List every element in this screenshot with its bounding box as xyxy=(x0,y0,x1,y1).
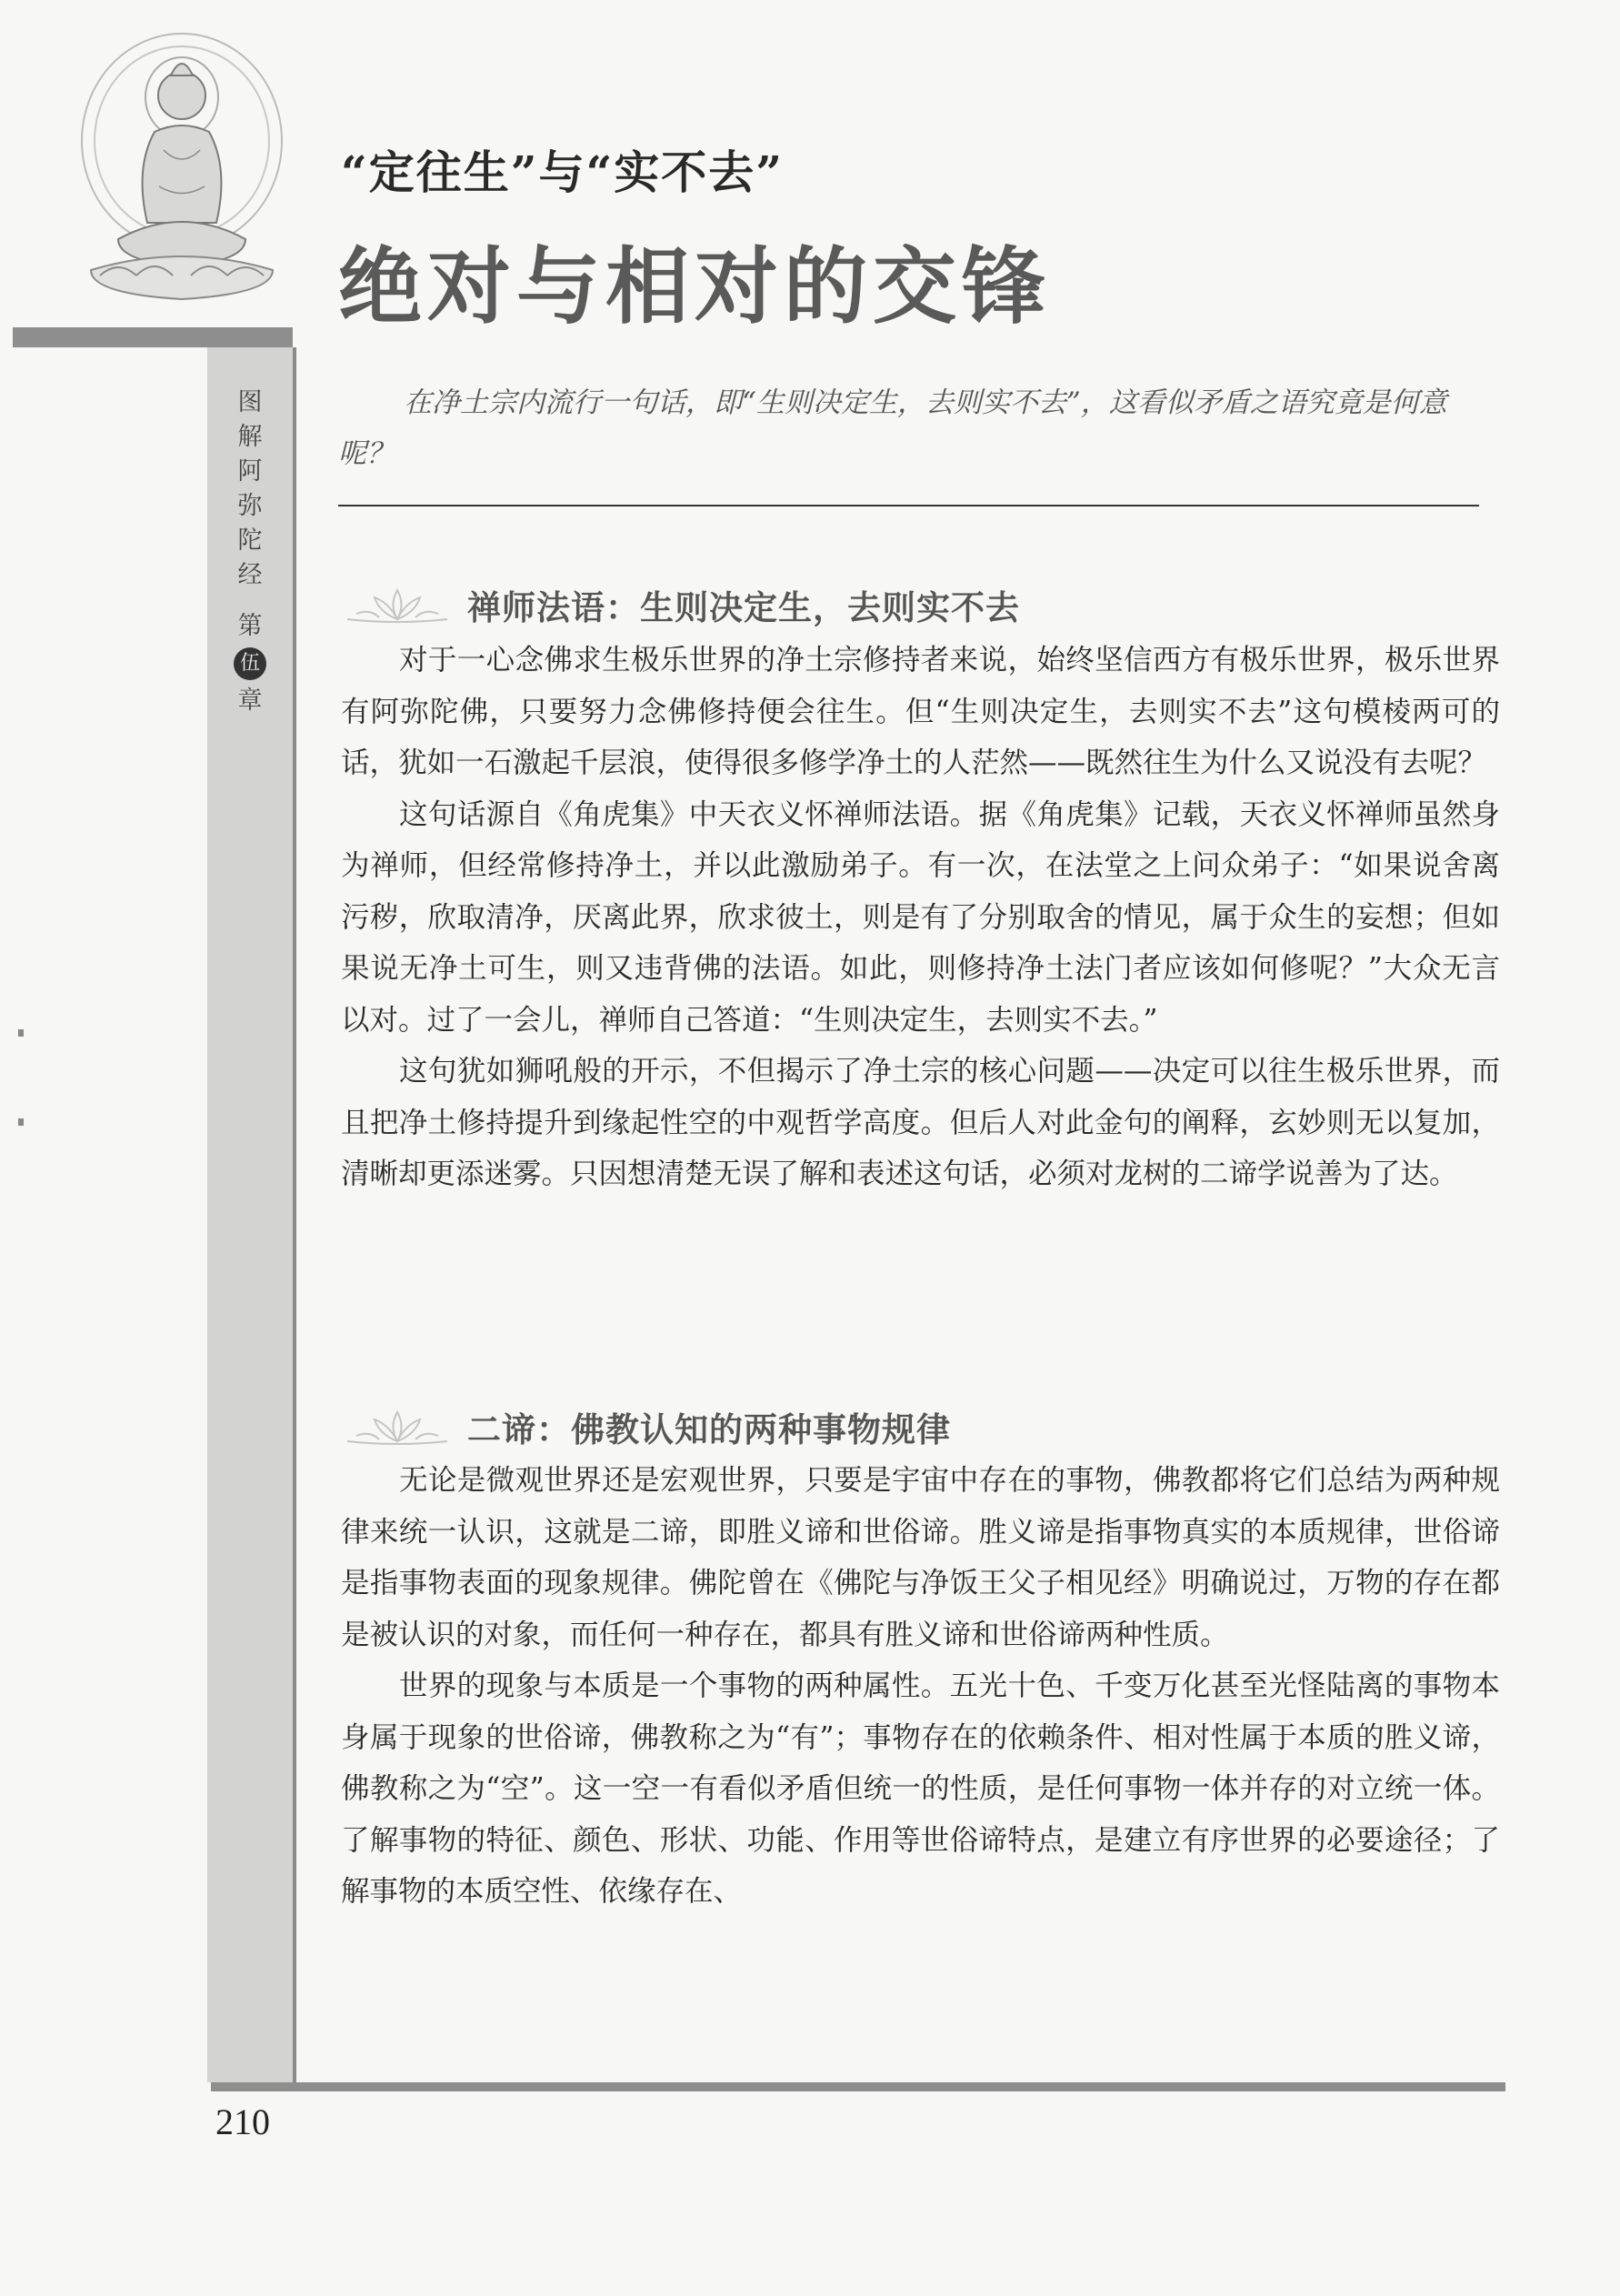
section-body-2 xyxy=(341,1455,1500,1918)
article-title: 绝对与相对的交锋 xyxy=(338,237,1052,336)
scan-edge-mark xyxy=(18,1029,24,1037)
sidebar-book-title xyxy=(207,386,293,718)
sidebar-char: 弥 xyxy=(237,492,263,520)
header-bar xyxy=(13,327,293,347)
lotus-icon xyxy=(338,1407,456,1447)
section-heading-text: 禅师法语：生则决定生，去则实不去 xyxy=(467,588,1020,627)
section-heading-1 xyxy=(338,580,1020,629)
section-heading-2 xyxy=(338,1402,951,1451)
paragraph: 无论是微观世界还是宏观世界，只要是宇宙中存在的事物，佛教都将它们总结为两种规律来统一认识，这就是二谛，即胜义谛和世俗谛。胜义谛是指事物真实的本质规律，世俗谛是指事物表面的现象规律。佛陀曾在《佛陀与净饭王父子相见经》明确说过，万物的存在都是被认识的对象，而任何一种存在，都具有胜义谛和世俗谛两种性质。 xyxy=(341,1464,1500,1651)
section-heading-text: 二谛：佛教认知的两种事物规律 xyxy=(467,1410,951,1449)
paragraph: 对于一心念佛求生极乐世界的净土宗修持者来说，始终坚信西方有极乐世界，极乐世界有阿弥陀佛，只要努力念佛修持便会往生。但“生则决定生，去则实不去”这句模棱两可的话，犹如一石激起千层浪，使得很多修学净土的人茫然——既然往生为什么又说没有去呢？ xyxy=(341,644,1500,779)
sidebar-char: 阿 xyxy=(237,457,263,486)
intro-divider xyxy=(338,505,1479,506)
sidebar-char: 解 xyxy=(237,423,263,451)
section-body-1 xyxy=(341,635,1500,1200)
chapter-suffix: 章 xyxy=(237,687,263,715)
chapter-number-badge: 伍 xyxy=(234,647,266,680)
footer-bar xyxy=(211,2082,1505,2091)
buddha-illustration xyxy=(64,32,300,309)
scan-edge-mark xyxy=(18,1118,24,1126)
chapter-sidebar xyxy=(207,347,296,2082)
chapter-prefix: 第 xyxy=(237,612,263,640)
sidebar-char: 经 xyxy=(237,561,263,589)
sidebar-char: 陀 xyxy=(237,526,263,555)
intro-text: 在净土宗内流行一句话，即“生则决定生，去则实不去”，这看似矛盾之语究竟是何意呢？ xyxy=(338,386,1447,470)
lotus-icon xyxy=(338,585,456,625)
page-number: 210 xyxy=(215,2101,270,2142)
paragraph: 这句犹如狮吼般的开示，不但揭示了净土宗的核心问题——决定可以往生极乐世界，而且把净土修持提升到缘起性空的中观哲学高度。但后人对此金句的阐释，玄妙则无以复加，清晰却更添迷雾。只因想清楚无误了解和表述这句话，必须对龙树的二谛学说善为了达。 xyxy=(341,1055,1500,1190)
paragraph: 世界的现象与本质是一个事物的两种属性。五光十色、千变万化甚至光怪陆离的事物本身属于现象的世俗谛，佛教称之为“有”；事物存在的依赖条件、相对性属于本质的胜义谛，佛教称之为“空”。这一空一有看似矛盾但统一的性质，是任何事物一体并存的对立统一体。了解事物的特征、颜色、形状、功能、作用等世俗谛特点，是建立有序世界的必要途径；了解事物的本质空性、依缘存在、 xyxy=(341,1669,1500,1908)
paragraph: 这句话源自《角虎集》中天衣义怀禅师法语。据《角虎集》记载，天衣义怀禅师虽然身为禅师，但经常修持净土，并以此激励弟子。有一次，在法堂之上问众弟子：“如果说舍离污秽，欣取清净，厌离此界，欣求彼土，则是有了分别取舍的情见，属于众生的妄想；但如果说无净土可生，则又违背佛的法语。如此，则修持净土法门者应该如何修呢？”大众无言以对。过了一会儿，禅师自己答道：“生则决定生，去则实不去。” xyxy=(341,797,1500,1037)
article-subtitle: “定往生”与“实不去” xyxy=(341,145,785,199)
sidebar-char: 图 xyxy=(237,388,263,416)
